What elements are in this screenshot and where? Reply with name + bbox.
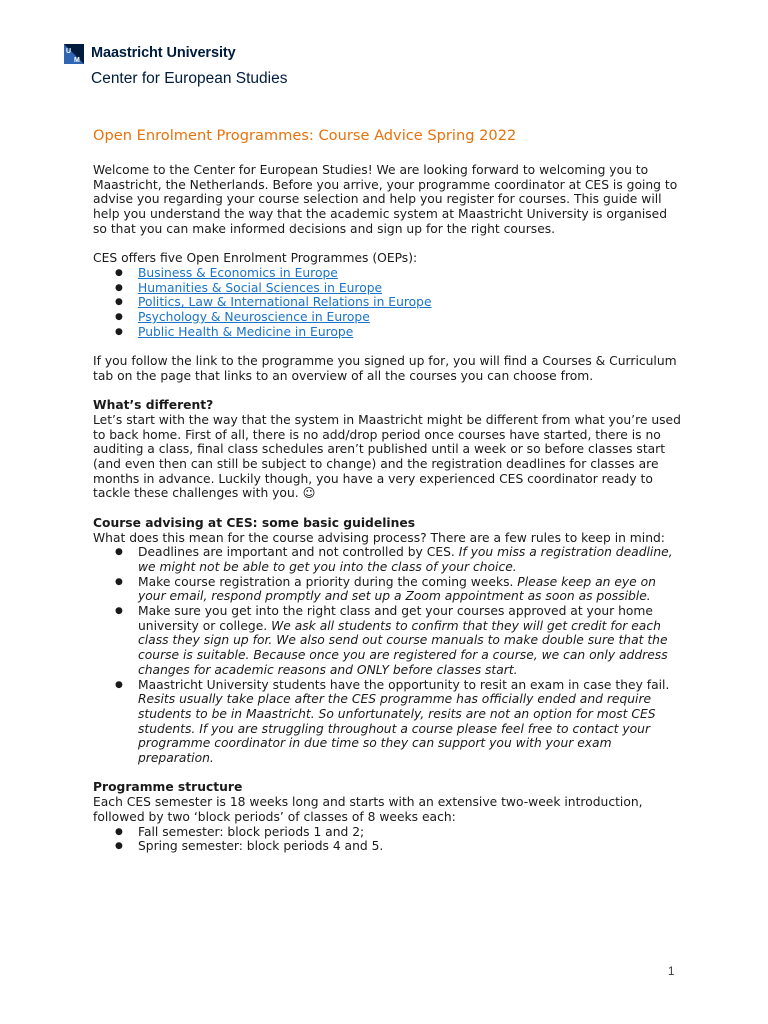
list-item	[93, 825, 683, 840]
advising-item-italic: Resits usually take place after the CES programme has officially ended and require students to be in Maastricht. So unfortunately, resits are not an option for most CES students. If you are struggling throughout a course please feel free to contact your programme coordinator in due time so they can support you with your exam preparation.	[138, 692, 656, 766]
bullet-icon: ●	[115, 326, 123, 337]
bullet-icon: ●	[115, 282, 123, 293]
bullet-icon: ●	[115, 547, 123, 558]
programme-link-business[interactable]: Business & Economics in Europe	[138, 265, 338, 280]
oep-intro: CES offers five Open Enrolment Programmes (OEPs):	[93, 251, 418, 266]
list-item	[93, 310, 683, 325]
structure-heading: Programme structure	[93, 780, 243, 795]
bullet-icon: ●	[115, 826, 123, 837]
programme-link-psychology[interactable]: Psychology & Neuroscience in Europe	[138, 310, 370, 325]
um-logo-icon	[64, 44, 84, 64]
svg-text:M: M	[74, 57, 80, 64]
intro-paragraph: Welcome to the Center for European Studies! We are looking forward to welcoming you to Maastricht, the Netherlands. Before you arrive, your programme coordinator at CES is going to advise you regarding your course selection and help you register for courses. This guide will help you understand the way that the academic system at Maastricht University is organised so that you can make informed decisions and sign up for the right courses.	[93, 163, 678, 236]
list-item	[93, 604, 683, 678]
programme-link-politics[interactable]: Politics, Law & International Relations in Europe	[138, 295, 432, 310]
document-body	[93, 127, 683, 854]
semester-list	[93, 825, 683, 854]
university-name: Maastricht University	[91, 45, 236, 61]
document-title: Open Enrolment Programmes: Course Advice Spring 2022	[93, 127, 517, 144]
list-item	[93, 266, 683, 281]
advising-item-text: Make course registration a priority during the coming weeks.	[138, 574, 518, 589]
bullet-icon: ●	[115, 297, 123, 308]
list-item	[93, 325, 683, 340]
bullet-icon: ●	[115, 312, 123, 323]
programme-list	[93, 266, 683, 340]
programme-link-humanities[interactable]: Humanities & Social Sciences in Europe	[138, 280, 383, 295]
whats-different-heading: What’s different?	[93, 398, 214, 413]
follow-link-paragraph: If you follow the link to the programme you signed up for, you will find a Courses & Curriculum tab on the page that links to an overview of all the courses you can choose from.	[93, 354, 677, 383]
bullet-icon: ●	[115, 841, 123, 852]
bullet-icon: ●	[115, 576, 123, 587]
page-number: 1	[668, 966, 675, 978]
semester-item: Spring semester: block periods 4 and 5.	[138, 839, 384, 854]
advising-intro: What does this mean for the course advising process? There are a few rules to keep in mind:	[93, 530, 665, 545]
center-name: Center for European Studies	[91, 70, 288, 87]
advising-item-text: Deadlines are important and not controlled by CES.	[138, 545, 459, 560]
advising-heading: Course advising at CES: some basic guidelines	[93, 515, 416, 530]
advising-item-italic: Please keep an eye on your email, respond promptly and set up a Zoom appointment as soon as possible.	[138, 574, 656, 604]
list-item	[93, 295, 683, 310]
svg-text:U: U	[66, 48, 72, 55]
advising-item-text: Maastricht University students have the opportunity to resit an exam in case they fail.	[138, 677, 670, 692]
advising-item-italic: We ask all students to confirm that they will get credit for each class they sign up for. We also send out course manuals to make double sure that the course is suitable. Because once you are registered for a course, we can only address changes for academic reasons and ONLY before classes start.	[138, 618, 668, 677]
bullet-icon: ●	[115, 267, 123, 278]
advising-item-italic: If you miss a registration deadline, we might not be able to get you into the class of your choice.	[138, 545, 673, 574]
list-item	[93, 281, 683, 296]
list-item	[93, 545, 683, 574]
advising-list	[93, 545, 683, 766]
bullet-icon: ●	[115, 679, 123, 690]
bullet-icon: ●	[115, 606, 123, 617]
list-item	[93, 575, 683, 604]
advising-item-text: Make sure you get into the right class and get your courses approved at your home university or college.	[138, 604, 653, 633]
semester-item: Fall semester: block periods 1 and 2;	[138, 824, 365, 839]
list-item	[93, 839, 683, 854]
structure-paragraph: Each CES semester is 18 weeks long and starts with an extensive two-week introduction, followed by two ‘block periods’ of classes of 8 weeks each:	[93, 795, 643, 824]
programme-link-public-health[interactable]: Public Health & Medicine in Europe	[138, 324, 354, 339]
whats-different-paragraph: Let’s start with the way that the system in Maastricht might be different from what you’re used to back home. First of all, there is no add/drop period once courses have started, there is no auditing a class, final class schedules aren’t published until a week or so before classes start (and even then can still be subject to change) and the registration deadlines for classes are months in advance. Luckily though, you have a very experienced CES coordinator ready to tackle these challenges with you. ☺	[93, 412, 681, 501]
list-item	[93, 678, 683, 766]
